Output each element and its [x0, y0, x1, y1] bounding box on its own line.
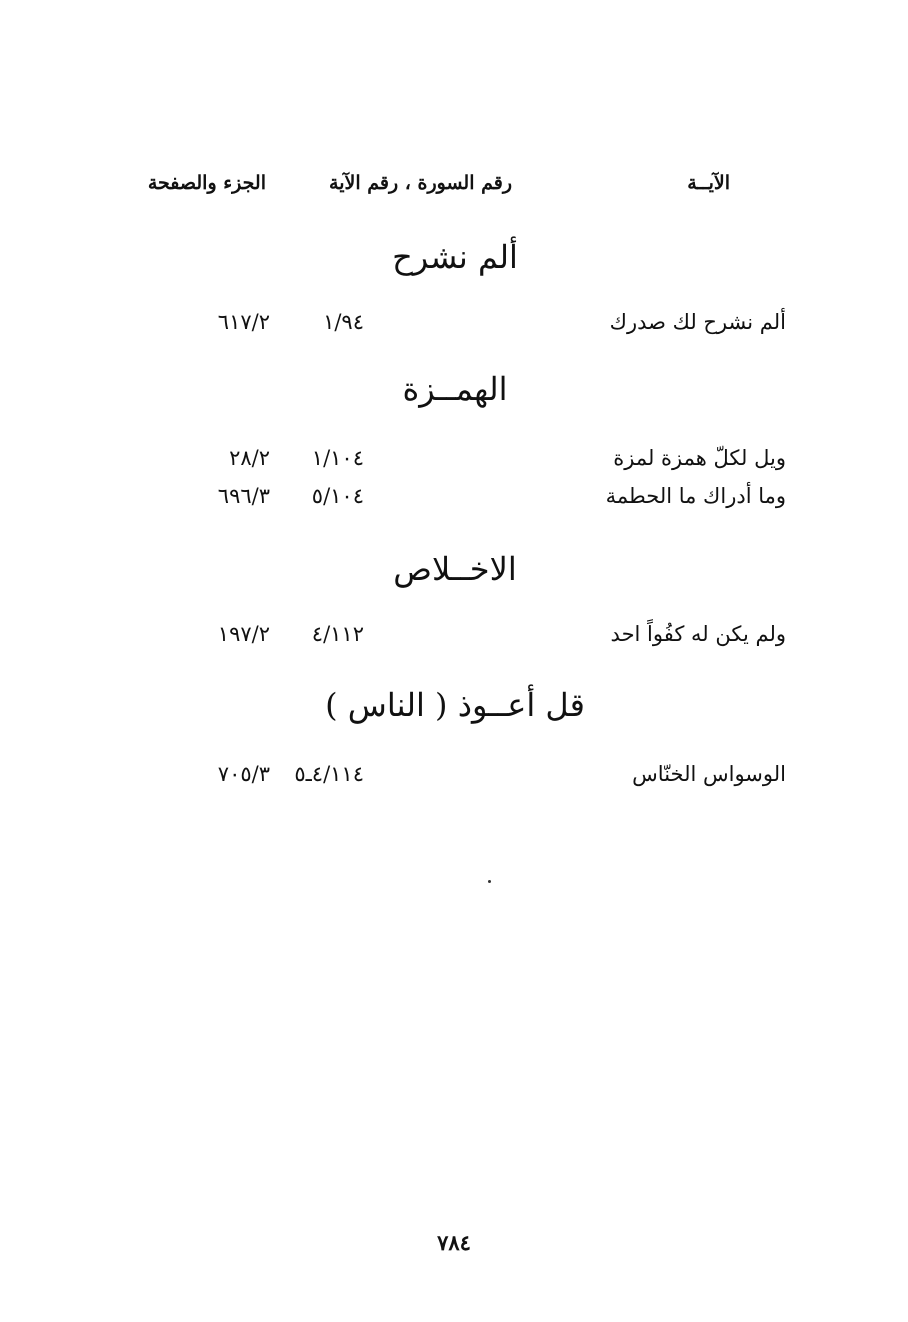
- volume-page-ref: ٦٩٦/٣: [217, 484, 270, 508]
- surah-title-alam-nashrah: ألم نشرح: [392, 238, 518, 276]
- volume-page-ref: ٢٨/٢: [229, 446, 270, 470]
- verse-text: ولم يكن له كفُواً احد: [610, 622, 786, 646]
- verse-text: ويل لكلّ همزة لمزة: [613, 446, 786, 470]
- surah-verse-ref: ٤/١١٤ـ٥: [294, 762, 364, 786]
- index-row: [0, 484, 908, 524]
- surah-title-humazah: الهمــزة: [402, 370, 508, 408]
- surah-title-ikhlas: الاخــلاص: [393, 550, 517, 588]
- volume-page-ref: ١٩٧/٢: [217, 622, 270, 646]
- column-header-volume-page: الجزء والصفحة: [147, 172, 266, 194]
- page-number: ٧٨٤: [437, 1230, 471, 1255]
- index-row: [0, 622, 908, 662]
- verse-text: الوسواس الخنّاس: [632, 762, 786, 786]
- surah-verse-ref: ١/٩٤: [323, 310, 364, 334]
- volume-page-ref: ٦١٧/٢: [217, 310, 270, 334]
- surah-title-nas: قل أعــوذ ( الناس ): [325, 686, 585, 724]
- index-row: [0, 446, 908, 486]
- index-row: [0, 310, 908, 350]
- surah-verse-ref: ٥/١٠٤: [311, 484, 364, 508]
- column-header-surah-verse-number: رقم السورة ، رقم الآية: [329, 172, 512, 194]
- verse-text: وما أدراك ما الحطمة: [605, 484, 786, 508]
- index-row: [0, 762, 908, 802]
- surah-verse-ref: ٤/١١٢: [311, 622, 364, 646]
- column-header-verse: الآيــة: [687, 172, 730, 194]
- volume-page-ref: ٧٠٥/٣: [217, 762, 270, 786]
- ink-speck: [488, 880, 491, 883]
- surah-verse-ref: ١/١٠٤: [311, 446, 364, 470]
- verse-text: ألم نشرح لك صدرك: [609, 310, 786, 334]
